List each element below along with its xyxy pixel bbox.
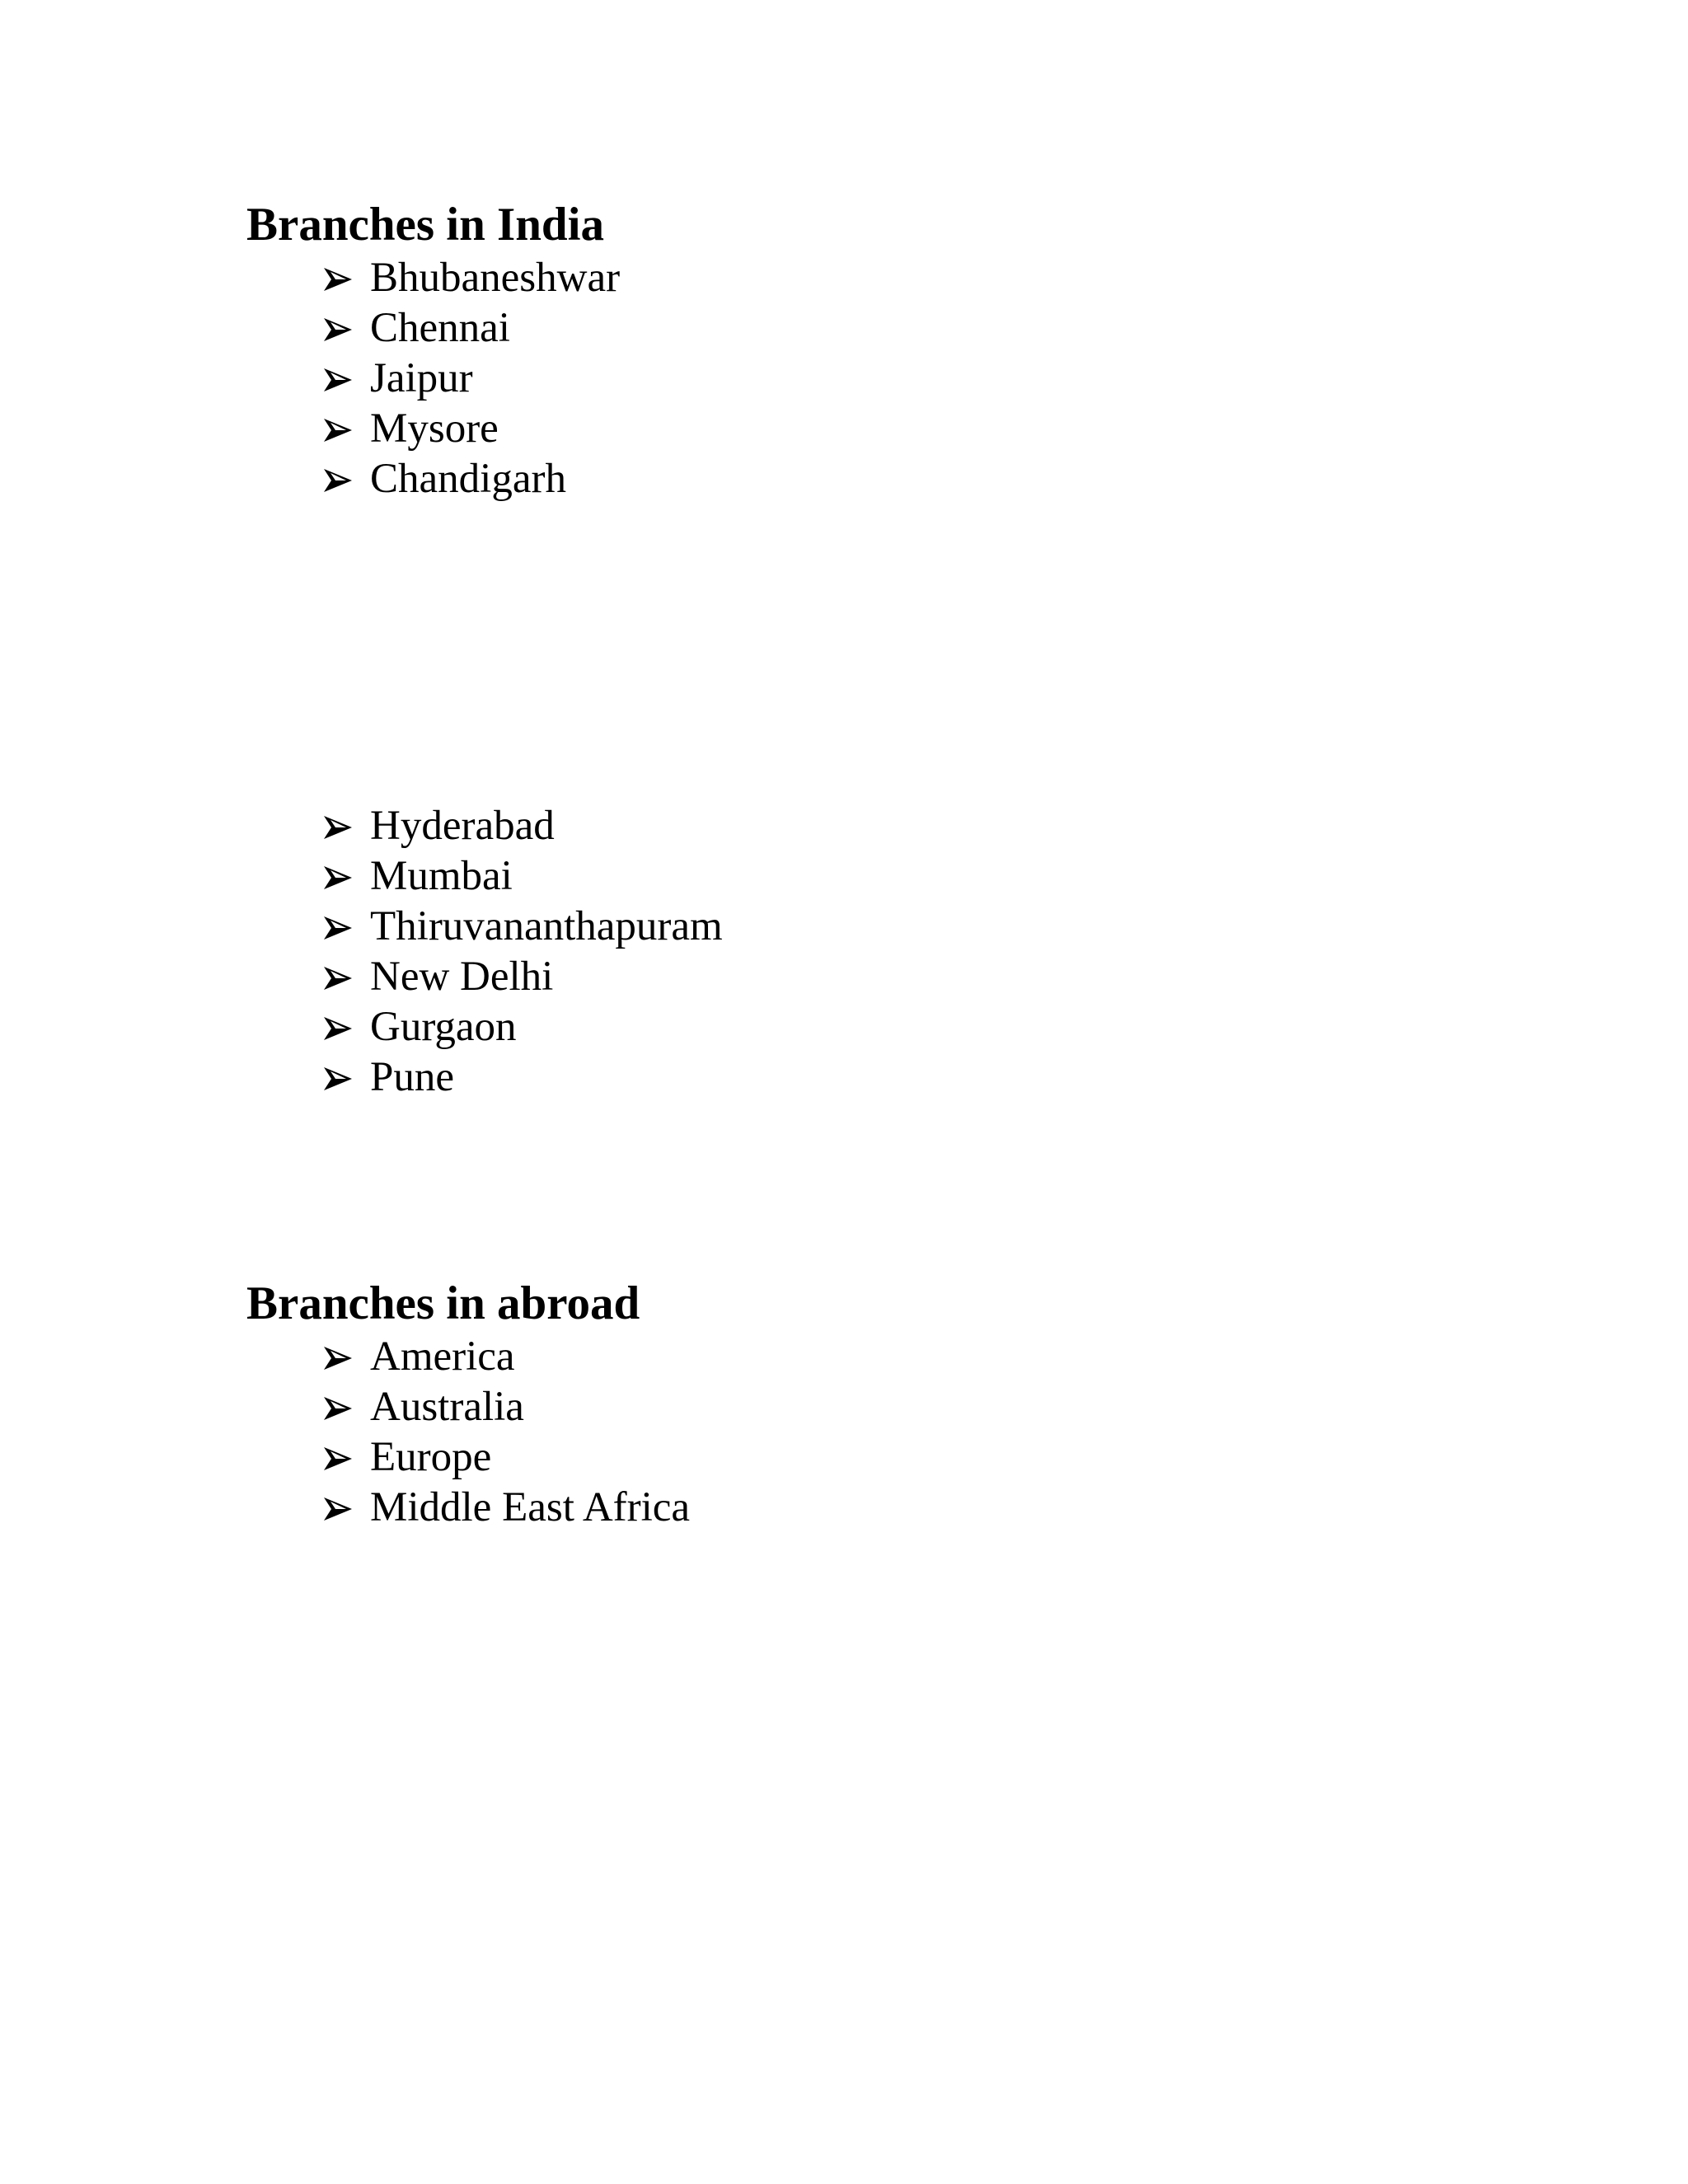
arrowhead-bullet-icon	[321, 1332, 354, 1382]
branch-label: Australia	[370, 1384, 524, 1430]
arrowhead-bullet-icon	[321, 454, 354, 504]
branch-label: Europe	[370, 1434, 492, 1480]
arrowhead-bullet-icon	[321, 1382, 354, 1432]
arrowhead-bullet-icon	[321, 1052, 354, 1103]
branch-label: Jaipur	[370, 355, 473, 401]
branch-label: Pune	[370, 1054, 454, 1100]
arrowhead-bullet-icon	[321, 303, 354, 354]
branch-label: New Delhi	[370, 954, 554, 1000]
branch-label: Gurgaon	[370, 1004, 517, 1050]
arrowhead-bullet-icon	[321, 801, 354, 851]
branch-label: America	[370, 1333, 515, 1380]
arrowhead-bullet-icon	[321, 354, 354, 404]
section-heading-india: Branches in India	[246, 199, 604, 251]
branch-label: Thiruvananthapuram	[370, 903, 723, 949]
branch-label: Hyderabad	[370, 803, 555, 849]
arrowhead-bullet-icon	[321, 1002, 354, 1052]
branch-label: Chennai	[370, 305, 510, 351]
arrowhead-bullet-icon	[321, 253, 354, 303]
arrowhead-bullet-icon	[321, 902, 354, 952]
section-heading-abroad: Branches in abroad	[246, 1277, 640, 1329]
branch-label: Middle East Africa	[370, 1484, 691, 1530]
branch-label: Mumbai	[370, 853, 513, 899]
branch-label: Mysore	[370, 405, 499, 452]
branch-label: Chandigarh	[370, 456, 566, 502]
arrowhead-bullet-icon	[321, 1432, 354, 1483]
arrowhead-bullet-icon	[321, 952, 354, 1002]
arrowhead-bullet-icon	[321, 1483, 354, 1533]
arrowhead-bullet-icon	[321, 851, 354, 902]
branch-label: Bhubaneshwar	[370, 255, 621, 301]
arrowhead-bullet-icon	[321, 404, 354, 454]
